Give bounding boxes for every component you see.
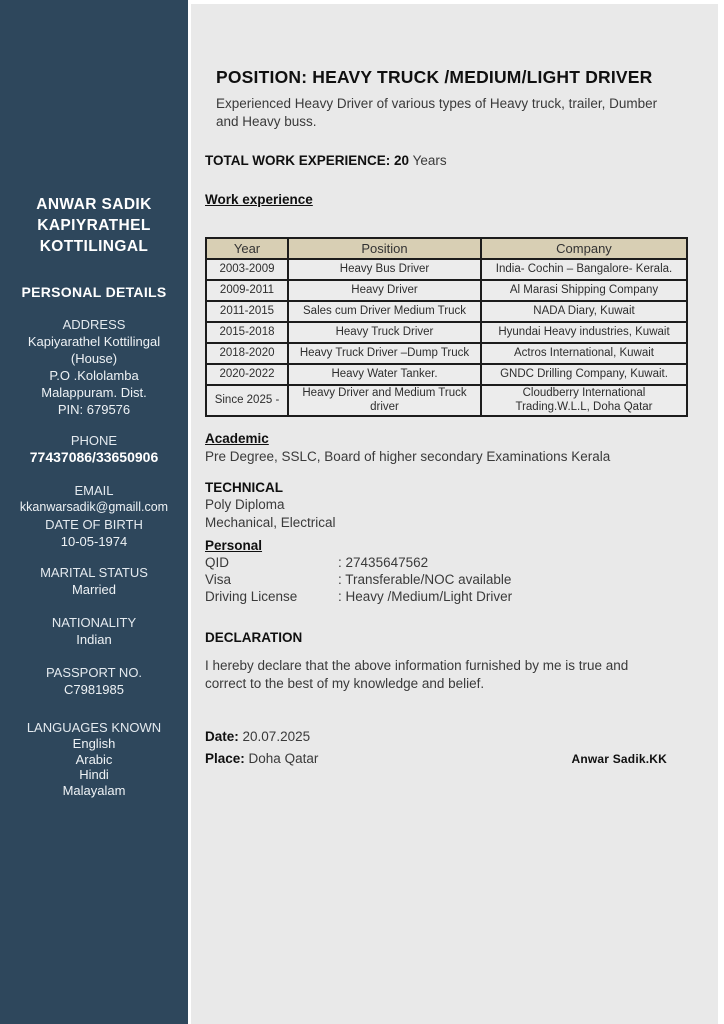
table-row xyxy=(206,322,687,343)
sidebar xyxy=(0,0,188,1024)
languages-list xyxy=(8,736,180,798)
personal-info-row xyxy=(205,554,718,571)
language-item: English xyxy=(72,736,116,751)
academic-text: Pre Degree, SSLC, Board of higher secondary Examinations Kerala xyxy=(205,449,611,464)
position-cell: Heavy Bus Driver xyxy=(288,259,481,280)
name-line: KOTTILINGAL xyxy=(39,238,149,255)
colon: : xyxy=(338,555,342,570)
personal-info-list xyxy=(205,554,718,605)
personal-details-heading: PERSONAL DETAILS xyxy=(21,284,167,300)
company-cell: GNDC Drilling Company, Kuwait. xyxy=(481,364,687,385)
qid-value: : 27435647562 xyxy=(338,555,429,570)
address-label: ADDRESS xyxy=(62,317,126,332)
table-header-row xyxy=(206,238,687,259)
driving-license-value: : Heavy /Medium/Light Driver xyxy=(338,589,513,604)
year-cell: 2015-2018 xyxy=(206,322,288,343)
total-experience-value: 20 xyxy=(394,153,410,168)
table-row xyxy=(206,385,687,416)
total-experience-label: TOTAL WORK EXPERIENCE: xyxy=(205,153,391,168)
company-cell: NADA Diary, Kuwait xyxy=(481,301,687,322)
work-experience-table xyxy=(205,237,688,417)
candidate-name xyxy=(8,194,180,257)
passport-value: C7981985 xyxy=(64,682,124,697)
dob-label: DATE OF BIRTH xyxy=(45,517,143,532)
company-cell: Actros International, Kuwait xyxy=(481,343,687,364)
total-experience-line xyxy=(205,152,718,169)
declaration-text: I hereby declare that the above information furnished by me is true and correct to the best of my knowledge and belief. xyxy=(205,658,629,691)
colon: : xyxy=(338,589,342,604)
table-row xyxy=(206,301,687,322)
nationality-value: Indian xyxy=(76,632,112,647)
date-value: 20.07.2025 xyxy=(242,729,311,744)
colon: : xyxy=(338,572,342,587)
position-cell: Heavy Water Tanker. xyxy=(288,364,481,385)
technical-line: Mechanical, Electrical xyxy=(205,514,336,530)
place-label: Place: xyxy=(205,751,245,766)
position-title: POSITION: HEAVY TRUCK /MEDIUM/LIGHT DRIVER xyxy=(216,67,653,87)
place-line xyxy=(205,750,667,768)
languages-label: LANGUAGES KNOWN xyxy=(26,720,162,735)
year-cell: 2011-2015 xyxy=(206,301,288,322)
table-row xyxy=(206,343,687,364)
phone-value: 77437086/33650906 xyxy=(29,449,159,465)
year-cell: 2020-2022 xyxy=(206,364,288,385)
year-cell: 2003-2009 xyxy=(206,259,288,280)
name-line: KAPIYRATHEL xyxy=(37,217,151,234)
language-item: Arabic xyxy=(75,751,113,767)
company-cell: Al Marasi Shipping Company xyxy=(481,280,687,301)
visa-label: Visa xyxy=(205,572,232,587)
position-cell: Heavy Driver xyxy=(288,280,481,301)
marital-status-label: MARITAL STATUS xyxy=(40,565,148,580)
address-line: Malappuram. Dist. xyxy=(41,385,147,400)
technical-lines xyxy=(205,496,718,531)
email-value: kkanwarsadik@gmaill.com xyxy=(19,500,169,514)
address-line: PIN: 679576 xyxy=(57,402,131,417)
place-text xyxy=(205,750,318,768)
work-experience-heading: Work experience xyxy=(205,192,313,207)
name-line: ANWAR SADIK xyxy=(36,196,152,213)
date-label: Date: xyxy=(205,729,239,744)
personal-heading: Personal xyxy=(205,538,263,553)
academic-heading: Academic xyxy=(205,431,269,446)
phone-label: PHONE xyxy=(70,433,118,448)
nationality-label: NATIONALITY xyxy=(51,615,137,630)
position-column-header: Position xyxy=(288,238,481,259)
technical-line: Poly Diploma xyxy=(205,497,285,512)
company-cell: India- Cochin – Bangalore- Kerala. xyxy=(481,259,687,280)
marital-status-value: Married xyxy=(71,582,117,597)
address-line: (House) xyxy=(70,351,118,366)
total-experience-suffix: Years xyxy=(412,153,447,168)
address-line: Kapiyarathel Kottilingal xyxy=(27,334,161,349)
place-value: Doha Qatar xyxy=(248,751,319,766)
declaration-heading: DECLARATION xyxy=(205,630,303,645)
dob-value: 10-05-1974 xyxy=(60,534,128,549)
personal-info-row xyxy=(205,571,718,588)
company-cell: Hyundai Heavy industries, Kuwait xyxy=(481,322,687,343)
visa-value: : Transferable/NOC available xyxy=(338,572,512,587)
email-label: EMAIL xyxy=(74,483,114,498)
address-line: P.O .Kololamba xyxy=(49,368,139,383)
language-item: Malayalam xyxy=(62,782,126,798)
date-line xyxy=(205,728,718,746)
language-item: Hindi xyxy=(79,767,109,782)
position-cell: Heavy Truck Driver xyxy=(288,322,481,343)
signature-text: Anwar Sadik.KK xyxy=(571,752,667,766)
table-row xyxy=(206,364,687,385)
year-column-header: Year xyxy=(206,238,288,259)
address-value xyxy=(8,333,180,418)
technical-heading: TECHNICAL xyxy=(205,480,283,495)
personal-info-row xyxy=(205,588,718,605)
year-cell: Since 2025 - xyxy=(206,385,288,416)
company-column-header: Company xyxy=(481,238,687,259)
driving-license-label: Driving License xyxy=(205,589,298,604)
year-cell: 2018-2020 xyxy=(206,343,288,364)
resume-content xyxy=(191,4,718,1024)
table-row xyxy=(206,259,687,280)
qid-label: QID xyxy=(205,555,230,570)
company-cell: Cloudberry International Trading.W.L.L, Doha Qatar xyxy=(481,385,687,416)
position-cell: Sales cum Driver Medium Truck xyxy=(288,301,481,322)
position-cell: Heavy Truck Driver –Dump Truck xyxy=(288,343,481,364)
year-cell: 2009-2011 xyxy=(206,280,288,301)
summary-text: Experienced Heavy Driver of various types of Heavy truck, trailer, Dumber and Heavy buss. xyxy=(216,96,658,129)
position-cell: Heavy Driver and Medium Truck driver xyxy=(288,385,481,416)
passport-label: PASSPORT NO. xyxy=(45,665,143,680)
table-row xyxy=(206,280,687,301)
